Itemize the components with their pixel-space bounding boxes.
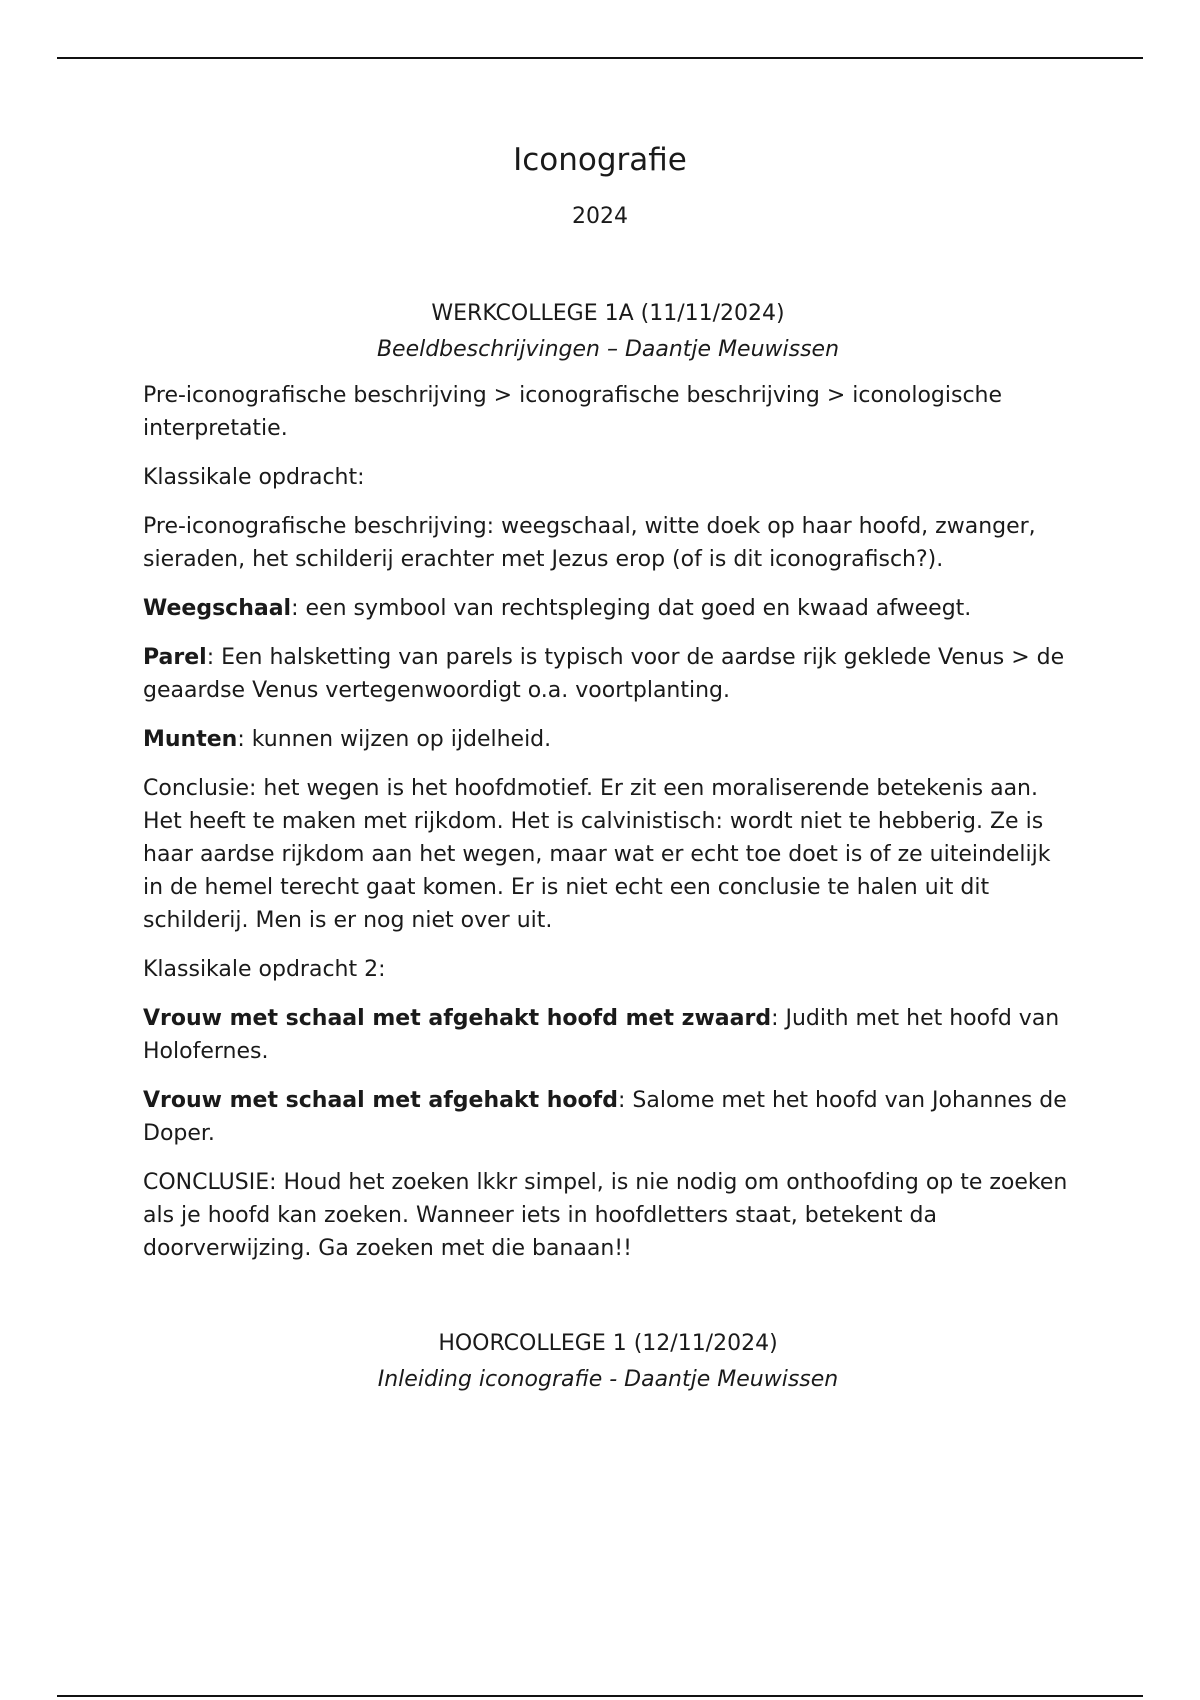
conclusion-paragraph: Conclusie: het wegen is het hoofdmotief. Er zit een moraliserende betekenis aan. Het heeft te maken met rijkdom. Het is calvinistisch: wordt niet te hebberig. Ze is haar aardse rijkdom aan het wegen, maar wat er echt toe doet is of ze uiteindelijk in de hemel terecht gaat komen. Er is niet echt een conclusie te halen uit dit schilderij. Men is er nog niet over uit. xyxy=(143,776,1051,933)
document-body xyxy=(143,297,1073,1409)
term-munten-text: : kunnen wijzen op ijdelheid. xyxy=(237,727,552,752)
term-paragraph-parel xyxy=(143,641,1073,707)
term-judith-text: : Judith met het hoofd van Holofernes. xyxy=(143,1006,1060,1064)
term-weegschaal: Weegschaal xyxy=(143,596,292,621)
section-spacer xyxy=(143,1281,1073,1327)
term-judith: Vrouw met schaal met afgehakt hoofd met zwaard xyxy=(143,1006,772,1031)
document-year: 2024 xyxy=(572,204,628,229)
top-rule xyxy=(57,57,1143,59)
intro-paragraph: Pre-iconografische beschrijving > iconografische beschrijving > iconologische interpretatie. xyxy=(143,383,1003,441)
werkcollege-subtitle: Beeldbeschrijvingen – Daantje Meuwissen xyxy=(376,337,840,362)
term-paragraph-judith xyxy=(143,1002,1073,1068)
document-title: Iconografie xyxy=(513,142,687,178)
assignment-1-label: Klassikale opdracht: xyxy=(143,465,365,490)
term-parel-text: : Een halsketting van parels is typisch voor de aardse rijk geklede Venus > de geaardse Venus vertegenwoordigt o.a. voortplanting. xyxy=(143,645,1065,703)
term-munten: Munten xyxy=(143,727,238,752)
term-paragraph-salome xyxy=(143,1084,1073,1150)
werkcollege-heading: WERKCOLLEGE 1A (11/11/2024) xyxy=(431,301,785,326)
term-parel: Parel xyxy=(143,645,207,670)
term-paragraph-munten xyxy=(143,723,1073,756)
pre-iconographic-paragraph: Pre-iconografische beschrijving: weegschaal, witte doek op haar hoofd, zwanger, sieraden, het schilderij erachter met Jezus erop (of is dit iconografisch?). xyxy=(143,514,1036,572)
hoorcollege-heading: HOORCOLLEGE 1 (12/11/2024) xyxy=(438,1331,778,1356)
term-weegschaal-text: : een symbool van rechtspleging dat goed en kwaad afweegt. xyxy=(291,596,972,621)
term-paragraph-weegschaal xyxy=(143,592,1073,625)
term-salome-text: : Salome met het hoofd van Johannes de Doper. xyxy=(143,1088,1067,1146)
assignment-2-label: Klassikale opdracht 2: xyxy=(143,957,386,982)
final-conclusion-paragraph: CONCLUSIE: Houd het zoeken lkkr simpel, is nie nodig om onthoofding op te zoeken als je hoofd kan zoeken. Wanneer iets in hoofdletters staat, betekent da doorverwijzing. Ga zoeken met die banaan!! xyxy=(143,1170,1068,1261)
hoorcollege-subtitle: Inleiding iconografie - Daantje Meuwissen xyxy=(377,1367,839,1392)
term-salome: Vrouw met schaal met afgehakt hoofd xyxy=(143,1088,618,1113)
bottom-rule xyxy=(57,1695,1143,1697)
